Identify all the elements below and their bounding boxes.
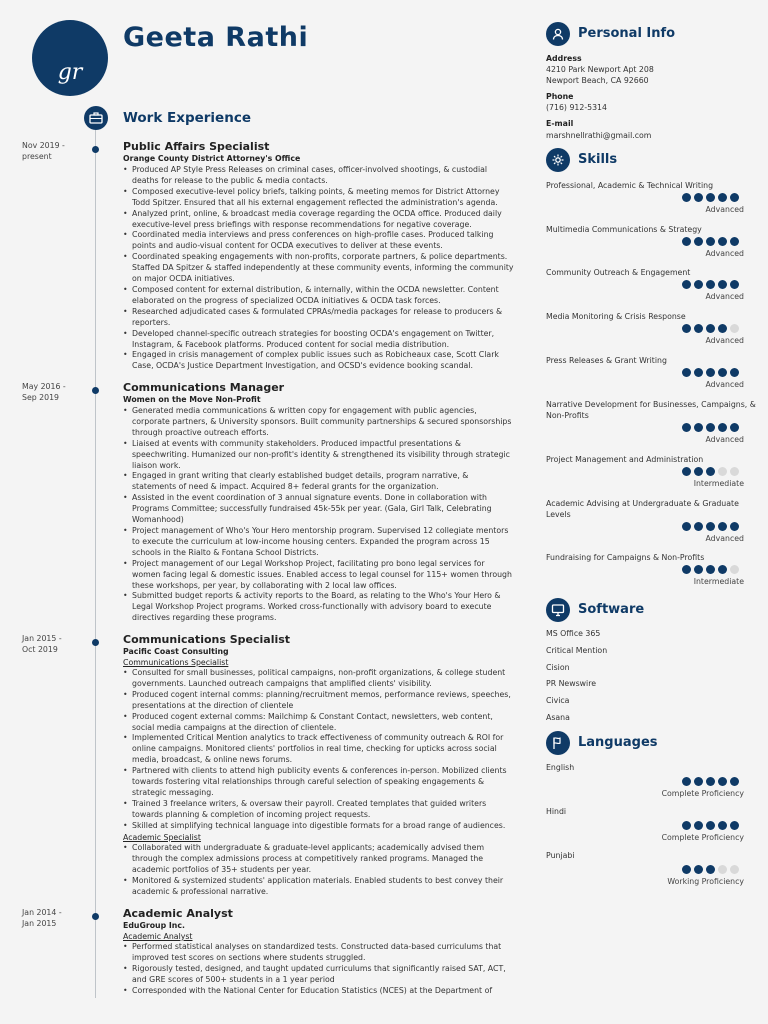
job-subrole: Academic Analyst bbox=[123, 932, 193, 941]
timeline-dot bbox=[92, 913, 99, 920]
rating-dot-filled bbox=[682, 777, 691, 786]
rating-dot-filled bbox=[694, 368, 703, 377]
bullet-item: • Collaborated with undergraduate & graduate-level applicants; academically advised them through the complex admissions process at competitively ranked programs. Managed the academic portfolios of 35+ students per year. bbox=[123, 843, 515, 876]
skill-name: Project Management and Administration bbox=[546, 455, 704, 464]
rating-dot-filled bbox=[682, 423, 691, 432]
briefcase-icon bbox=[84, 106, 108, 130]
bullet-item: • Produced cogent external comms: Mailchimp & Constant Contact, newsletters, web content, social media campaigns at the direction of clientele. bbox=[123, 712, 515, 734]
job-company: EduGroup Inc. bbox=[123, 921, 185, 930]
bullet-item: • Trained 3 freelance writers, & oversaw their payroll. Created templates that guided writers towards planning & completion of incoming project requests. bbox=[123, 799, 515, 821]
software-item: MS Office 365 bbox=[546, 629, 601, 638]
rating-dot-filled bbox=[706, 423, 715, 432]
rating-dot-filled bbox=[682, 467, 691, 476]
skill-name: Multimedia Communications & Strategy bbox=[546, 225, 702, 234]
language-name: Punjabi bbox=[546, 851, 575, 860]
gear-hand-icon bbox=[546, 148, 570, 172]
language-name: Hindi bbox=[546, 807, 567, 816]
rating-dot-filled bbox=[730, 193, 739, 202]
skill-name: Community Outreach & Engagement bbox=[546, 268, 691, 277]
language-level: Complete Proficiency bbox=[661, 833, 744, 842]
bullet-item: • Rigorously tested, designed, and taught updated curriculums that significantly raised SAT, ACT, and GRE scores of 500+ students in a 1 year period bbox=[123, 964, 515, 986]
bullet-item: • Project management of Who's Your Hero mentorship program. Supervised 12 collegiate mentors to execute the curriculum at low-income housing centers. Expanded the program across 15 schools in the Rialto & Fontana School Districts. bbox=[123, 526, 515, 559]
rating-dot-filled bbox=[718, 522, 727, 531]
job-company: Orange County District Attorney's Office bbox=[123, 154, 301, 163]
rating-dot-filled bbox=[718, 777, 727, 786]
rating-dot-filled bbox=[706, 467, 715, 476]
rating-dot-filled bbox=[718, 368, 727, 377]
rating-dot-filled bbox=[730, 522, 739, 531]
software-item: PR Newswire bbox=[546, 679, 597, 689]
rating-dot-filled bbox=[718, 565, 727, 574]
rating-dot-filled bbox=[718, 237, 727, 246]
rating-dot-filled bbox=[718, 821, 727, 830]
bullet-item: • Consulted for small businesses, political campaigns, non-profit organizations, & college student governments. Launched outreach campaigns that amplified clients' visibility. bbox=[123, 668, 515, 690]
rating-dot-filled bbox=[694, 193, 703, 202]
skill-name: Media Monitoring & Crisis Response bbox=[546, 312, 686, 321]
phone-value: (716) 912-5314 bbox=[546, 103, 607, 112]
skill-level: Advanced bbox=[705, 435, 744, 444]
rating-dot-empty bbox=[730, 467, 739, 476]
rating-dot-filled bbox=[694, 324, 703, 333]
bullet-item: • Performed statistical analyses on standardized tests. Constructed data-based curriculums that improved test scores on sections where students struggled. bbox=[123, 942, 515, 964]
software-item: Critical Mention bbox=[546, 645, 608, 655]
language-level: Working Proficiency bbox=[667, 877, 744, 886]
rating-dot-filled bbox=[718, 423, 727, 432]
rating-dots bbox=[682, 280, 739, 289]
rating-dots bbox=[682, 368, 739, 377]
bullet-item: • Researched adjudicated cases & formulated CPRAs/media packages for release to producers & reporters. bbox=[123, 307, 515, 329]
section-title-experience: Work Experience bbox=[123, 110, 251, 126]
job-bullets bbox=[123, 668, 515, 832]
bullet-item: • Skilled at simplifying technical language into digestible formats for a broad range of audiences. bbox=[123, 821, 515, 832]
address-label: Address bbox=[546, 54, 582, 63]
job-bullets bbox=[123, 942, 515, 997]
bullet-item: • Liaised at events with community stakeholders. Produced impactful presentations & speechwriting. Humanized our non-profit's identity & strengthened its visibility through strategic liaison work. bbox=[123, 439, 515, 472]
bullet-item: • Monitored & systemized students' application materials. Enabled students to best convey their academic & professional narrative. bbox=[123, 876, 515, 898]
skill-level: Advanced bbox=[705, 534, 744, 543]
section-title-personal: Personal Info bbox=[578, 26, 676, 41]
job-company: Pacific Coast Consulting bbox=[123, 647, 229, 656]
rating-dot-filled bbox=[682, 821, 691, 830]
rating-dots bbox=[682, 193, 739, 202]
rating-dot-filled bbox=[682, 237, 691, 246]
rating-dot-filled bbox=[706, 821, 715, 830]
user-icon bbox=[546, 22, 570, 46]
rating-dot-empty bbox=[718, 865, 727, 874]
bullet-item: • Developed channel-specific outreach strategies for boosting OCDA's engagement on Twitter, Instagram, & Facebook platforms. Produced content for social media distribution. bbox=[123, 329, 515, 351]
rating-dot-filled bbox=[682, 193, 691, 202]
timeline-line bbox=[95, 118, 96, 998]
bullet-item: • Assisted in the event coordination of 3 annual signature events. Done in collaboration with Programs Committee; successfully fundraised 45k-55k per year. (Gala, Girl Talk, Celebrating Womanhood) bbox=[123, 493, 515, 526]
rating-dot-filled bbox=[730, 368, 739, 377]
section-title-software: Software bbox=[578, 602, 645, 617]
job-title: Public Affairs Specialist bbox=[123, 140, 270, 153]
job-date: May 2016 - Sep 2019 bbox=[22, 382, 66, 402]
job-subrole: Academic Specialist bbox=[123, 833, 201, 842]
rating-dot-empty bbox=[718, 467, 727, 476]
job-bullets bbox=[123, 406, 515, 624]
bullet-item: • Submitted budget reports & activity reports to the Board, as relating to the Who's Your Hero & Legal Workshop Project programs. Worked cross-functionally with advisory board to execute directives regarding these programs. bbox=[123, 591, 515, 624]
rating-dot-filled bbox=[730, 821, 739, 830]
job-company: Women on the Move Non-Profit bbox=[123, 395, 261, 404]
rating-dot-filled bbox=[694, 821, 703, 830]
avatar-initials: gr bbox=[32, 20, 108, 96]
section-title-skills: Skills bbox=[578, 152, 618, 167]
skill-level: Intermediate bbox=[693, 577, 744, 586]
rating-dot-filled bbox=[694, 865, 703, 874]
rating-dot-filled bbox=[730, 423, 739, 432]
bullet-item: • Project management of our Legal Workshop Project, facilitating pro bono legal services for women facing legal & domestic issues. Enabled access to legal counsel for 115+ women through these workshops, per year, by collaborating with 2 local law offices. bbox=[123, 559, 515, 592]
rating-dot-filled bbox=[694, 423, 703, 432]
bullet-item: • Analyzed print, online, & broadcast media coverage regarding the OCDA office. Produced daily executive-level press briefings with response recommendations for negative coverage. bbox=[123, 209, 515, 231]
section-title-languages: Languages bbox=[578, 735, 658, 750]
rating-dots bbox=[682, 324, 739, 333]
bullet-item: • Composed executive-level policy briefs, talking points, & meeting memos for District Attorney Todd Spitzer. Ensured that all his external engagement reflected the administration's agenda. bbox=[123, 187, 515, 209]
rating-dot-filled bbox=[718, 280, 727, 289]
software-item: Civica bbox=[546, 696, 570, 706]
rating-dot-filled bbox=[694, 237, 703, 246]
job-bullets bbox=[123, 843, 515, 898]
job-date: Nov 2019 - present bbox=[22, 141, 65, 161]
rating-dots bbox=[682, 865, 739, 874]
rating-dot-filled bbox=[694, 467, 703, 476]
rating-dot-empty bbox=[730, 865, 739, 874]
rating-dots bbox=[682, 565, 739, 574]
rating-dot-filled bbox=[694, 777, 703, 786]
rating-dot-filled bbox=[682, 324, 691, 333]
rating-dot-filled bbox=[694, 522, 703, 531]
email-label: E-mail bbox=[546, 119, 574, 128]
rating-dots bbox=[682, 821, 739, 830]
rating-dot-filled bbox=[682, 280, 691, 289]
language-name: English bbox=[546, 763, 575, 772]
rating-dot-filled bbox=[706, 522, 715, 531]
rating-dot-empty bbox=[730, 324, 739, 333]
rating-dots bbox=[682, 777, 739, 786]
rating-dot-filled bbox=[682, 522, 691, 531]
rating-dot-filled bbox=[694, 565, 703, 574]
phone-label: Phone bbox=[546, 92, 574, 101]
monitor-icon bbox=[546, 598, 570, 622]
rating-dot-filled bbox=[682, 368, 691, 377]
rating-dots bbox=[682, 522, 739, 531]
timeline-dot bbox=[92, 639, 99, 646]
job-subrole: Communications Specialist bbox=[123, 658, 229, 667]
flag-icon bbox=[546, 731, 570, 755]
bullet-item: • Generated media communications & written copy for engagement with public agencies, corporate partners, & University sponsors. Built community partnerships & secured sponsorships through proactive outreach efforts. bbox=[123, 406, 515, 439]
address-line1: 4210 Park Newport Apt 208 bbox=[546, 65, 654, 74]
skill-level: Advanced bbox=[705, 292, 744, 301]
skill-name: Narrative Development for Businesses, Campaigns, & Non-Profits bbox=[546, 400, 756, 420]
skill-level: Advanced bbox=[705, 380, 744, 389]
timeline-dot bbox=[92, 146, 99, 153]
rating-dot-filled bbox=[706, 280, 715, 289]
rating-dot-filled bbox=[706, 237, 715, 246]
skill-level: Advanced bbox=[705, 205, 744, 214]
address-line2: Newport Beach, CA 92660 bbox=[546, 76, 649, 85]
rating-dot-filled bbox=[730, 777, 739, 786]
skill-level: Advanced bbox=[705, 249, 744, 258]
skill-level: Intermediate bbox=[693, 479, 744, 488]
rating-dot-filled bbox=[718, 193, 727, 202]
candidate-name: Geeta Rathi bbox=[123, 22, 309, 53]
software-item: Asana bbox=[546, 713, 570, 722]
email-value: marshnellrathi@gmail.com bbox=[546, 131, 652, 140]
timeline-dot bbox=[92, 387, 99, 394]
language-level: Complete Proficiency bbox=[661, 789, 744, 798]
bullet-item: • Corresponded with the National Center for Education Statistics (NCES) at the Department of bbox=[123, 986, 515, 997]
job-bullets bbox=[123, 165, 515, 372]
job-title: Academic Analyst bbox=[123, 907, 233, 920]
bullet-item: • Engaged in grant writing that clearly established budget details, program narrative, & statements of need & impact. Acquired 8+ federal grants for the organization. bbox=[123, 471, 515, 493]
software-item: Cision bbox=[546, 662, 570, 672]
rating-dot-filled bbox=[706, 777, 715, 786]
bullet-item: • Engaged in crisis management of complex public issues such as Robicheaux case, Scott Clark Case, OCDA's Justice Department Investigation, and OCSD's evidence booking scandal. bbox=[123, 350, 515, 372]
skill-name: Academic Advising at Undergraduate & Graduate Levels bbox=[546, 499, 739, 519]
rating-dot-empty bbox=[730, 565, 739, 574]
skill-name: Press Releases & Grant Writing bbox=[546, 356, 667, 365]
job-date: Jan 2014 - Jan 2015 bbox=[22, 908, 62, 928]
bullet-item: • Coordinated media interviews and press conferences on high-profile cases. Produced talking points and audio-visual content for OCDA executives to deliver at these events. bbox=[123, 230, 515, 252]
bullet-item: • Composed content for external distribution, & internally, within the OCDA newsletter. Content elaborated on the progress of specialized OCDA initiatives & OCDA task forces. bbox=[123, 285, 515, 307]
rating-dots bbox=[682, 237, 739, 246]
bullet-item: • Produced cogent internal comms: planning/recruitment memos, performance reviews, speeches, presentations at the direction of clientele bbox=[123, 690, 515, 712]
rating-dots bbox=[682, 423, 739, 432]
skill-name: Fundraising for Campaigns & Non-Profits bbox=[546, 553, 705, 562]
job-title: Communications Manager bbox=[123, 381, 285, 394]
rating-dot-filled bbox=[706, 368, 715, 377]
bullet-item: • Implemented Critical Mention analytics to track effectiveness of community outreach & ROI for online campaigns. Monitored clients' portfolios in real time, checking for upticks across social media, broadcast, & online news forums. bbox=[123, 733, 515, 766]
bullet-item: • Produced AP Style Press Releases on criminal cases, officer-involved shootings, & custodial deaths for release to the public & media contacts. bbox=[123, 165, 515, 187]
rating-dot-filled bbox=[682, 865, 691, 874]
rating-dot-filled bbox=[706, 193, 715, 202]
rating-dots bbox=[682, 467, 739, 476]
rating-dot-filled bbox=[706, 565, 715, 574]
rating-dot-filled bbox=[706, 865, 715, 874]
rating-dot-filled bbox=[718, 324, 727, 333]
bullet-item: • Coordinated speaking engagements with non-profits, corporate partners, & police departments. Staffed DA Spitzer & staffed independently at these community events, informing the community on major OCDA initiatives. bbox=[123, 252, 515, 285]
rating-dot-filled bbox=[730, 280, 739, 289]
job-title: Communications Specialist bbox=[123, 633, 291, 646]
skill-level: Advanced bbox=[705, 336, 744, 345]
bullet-item: • Partnered with clients to attend high publicity events & conferences in-person. Mobilized clients towards fostering vital relationships through careful selection of speaking engagements & strategic messaging. bbox=[123, 766, 515, 799]
rating-dot-filled bbox=[694, 280, 703, 289]
rating-dot-filled bbox=[682, 565, 691, 574]
rating-dot-filled bbox=[706, 324, 715, 333]
rating-dot-filled bbox=[730, 237, 739, 246]
job-date: Jan 2015 - Oct 2019 bbox=[22, 634, 62, 654]
skill-name: Professional, Academic & Technical Writing bbox=[546, 181, 714, 190]
